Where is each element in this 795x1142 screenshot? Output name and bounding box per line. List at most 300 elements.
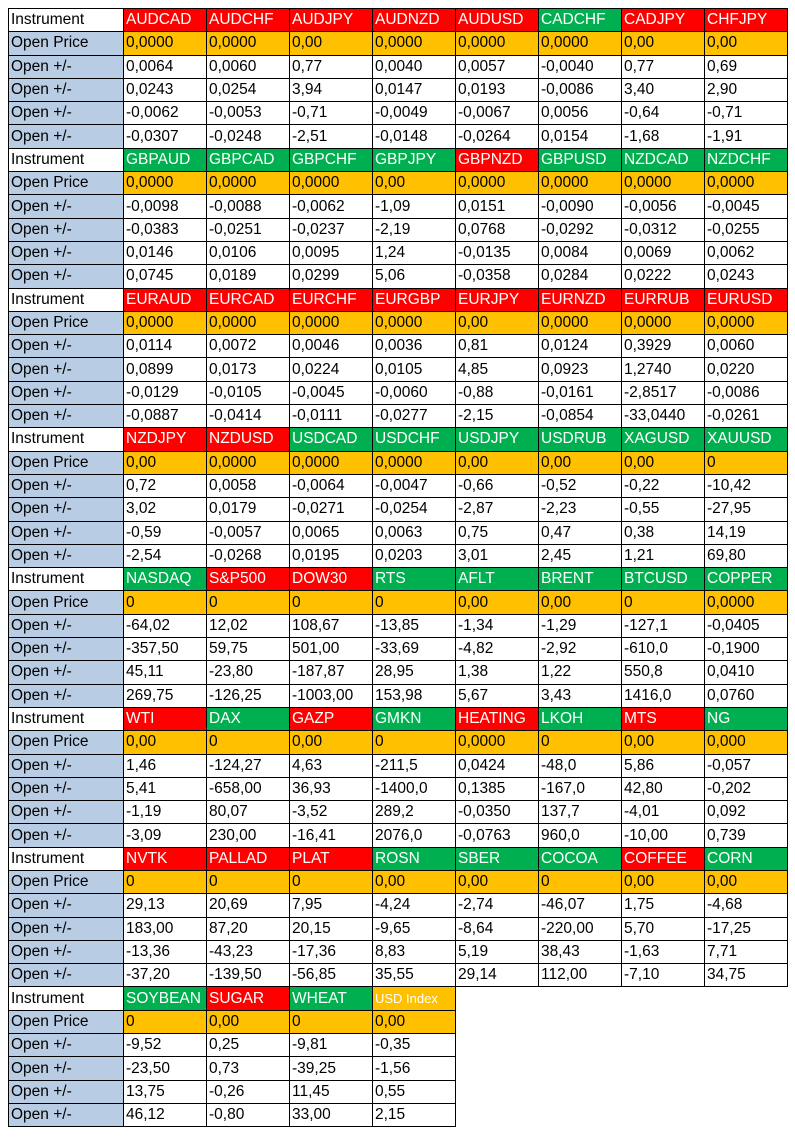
open-change-cell: 0,0173: [207, 358, 290, 381]
empty-cell: [539, 1034, 622, 1057]
open-change-row: [9, 661, 788, 684]
open-change-cell: -0,71: [290, 102, 373, 125]
quotes-table-body: [9, 9, 788, 1127]
open-change-cell: 960,0: [539, 824, 622, 847]
open-change-row: [9, 824, 788, 847]
open-change-cell: 0,0189: [207, 265, 290, 288]
open-change-row: [9, 125, 788, 148]
open-change-cell: -0,59: [124, 521, 207, 544]
open-price-cell: 0,00: [373, 870, 456, 893]
open-change-cell: -0,0350: [456, 801, 539, 824]
open-change-cell: 12,02: [207, 614, 290, 637]
open-change-cell: 0,0284: [539, 265, 622, 288]
instrument-name-cell: AUDNZD: [373, 9, 456, 32]
open-change-label: Open +/-: [9, 940, 124, 963]
open-change-cell: 38,43: [539, 940, 622, 963]
open-change-label: Open +/-: [9, 521, 124, 544]
open-change-cell: 0,77: [622, 55, 705, 78]
open-price-cell: 0,00: [622, 870, 705, 893]
open-change-cell: 0,0193: [456, 78, 539, 101]
open-change-cell: 0,0203: [373, 544, 456, 567]
open-price-cell: 0: [622, 591, 705, 614]
open-change-row: [9, 474, 788, 497]
instrument-name-cell: SOYBEAN: [124, 987, 207, 1010]
empty-cell: [622, 1034, 705, 1057]
open-change-cell: -0,71: [705, 102, 788, 125]
open-change-cell: 0,0057: [456, 55, 539, 78]
open-change-cell: 112,00: [539, 964, 622, 987]
instrument-label: Instrument: [9, 568, 124, 591]
open-change-cell: -0,0090: [539, 195, 622, 218]
open-change-cell: 8,83: [373, 940, 456, 963]
open-change-cell: 5,19: [456, 940, 539, 963]
instrument-name-cell: RTS: [373, 568, 456, 591]
open-change-cell: 7,95: [290, 894, 373, 917]
open-change-cell: 137,7: [539, 801, 622, 824]
instrument-name-cell: WHEAT: [290, 987, 373, 1010]
open-change-cell: 0,0114: [124, 335, 207, 358]
open-price-cell: 0,0000: [124, 172, 207, 195]
open-change-cell: 0,0060: [705, 335, 788, 358]
open-change-label: Open +/-: [9, 801, 124, 824]
open-change-label: Open +/-: [9, 824, 124, 847]
open-change-cell: 0,0224: [290, 358, 373, 381]
instrument-name-cell: GBPJPY: [373, 148, 456, 171]
open-change-label: Open +/-: [9, 218, 124, 241]
open-change-label: Open +/-: [9, 474, 124, 497]
open-change-cell: 0,0768: [456, 218, 539, 241]
open-change-cell: -0,80: [207, 1103, 290, 1126]
open-change-cell: 3,40: [622, 78, 705, 101]
instrument-row: [9, 9, 788, 32]
open-change-cell: -2,92: [539, 638, 622, 661]
open-change-cell: -2,19: [373, 218, 456, 241]
instrument-name-cell: GBPCHF: [290, 148, 373, 171]
open-change-cell: -658,00: [207, 777, 290, 800]
instrument-name-cell: EURAUD: [124, 288, 207, 311]
open-change-row: [9, 1080, 788, 1103]
instrument-name-cell: NZDCAD: [622, 148, 705, 171]
instrument-name-cell: XAUUSD: [705, 428, 788, 451]
open-change-cell: 13,75: [124, 1080, 207, 1103]
open-change-cell: 29,13: [124, 894, 207, 917]
open-change-cell: -0,0067: [456, 102, 539, 125]
open-change-cell: -0,88: [456, 381, 539, 404]
open-change-cell: -4,24: [373, 894, 456, 917]
open-change-cell: 2,15: [373, 1103, 456, 1126]
open-change-cell: -0,0045: [705, 195, 788, 218]
open-change-cell: -2,87: [456, 498, 539, 521]
open-price-label: Open Price: [9, 311, 124, 334]
open-price-cell: 0: [290, 870, 373, 893]
open-change-cell: 2076,0: [373, 824, 456, 847]
open-price-cell: 0,00: [705, 32, 788, 55]
instrument-name-cell: EURRUB: [622, 288, 705, 311]
open-change-cell: -13,85: [373, 614, 456, 637]
open-change-label: Open +/-: [9, 358, 124, 381]
open-change-cell: -23,80: [207, 661, 290, 684]
open-price-cell: 0,00: [622, 731, 705, 754]
empty-cell: [622, 1080, 705, 1103]
instrument-name-cell: GBPUSD: [539, 148, 622, 171]
instrument-label: Instrument: [9, 9, 124, 32]
open-change-label: Open +/-: [9, 777, 124, 800]
open-change-cell: -1,34: [456, 614, 539, 637]
open-change-cell: 0,3929: [622, 335, 705, 358]
open-change-cell: 0,0179: [207, 498, 290, 521]
open-change-cell: -0,0060: [373, 381, 456, 404]
instrument-name-cell: EURJPY: [456, 288, 539, 311]
open-change-cell: -2,54: [124, 544, 207, 567]
open-change-label: Open +/-: [9, 917, 124, 940]
open-change-cell: -1003,00: [290, 684, 373, 707]
instrument-label: Instrument: [9, 707, 124, 730]
instrument-row: [9, 148, 788, 171]
open-change-cell: 0,0064: [124, 55, 207, 78]
instrument-name-cell: CHFJPY: [705, 9, 788, 32]
open-change-row: [9, 940, 788, 963]
open-change-cell: -3,09: [124, 824, 207, 847]
open-change-cell: 501,00: [290, 638, 373, 661]
open-change-row: [9, 754, 788, 777]
open-change-cell: -0,0040: [539, 55, 622, 78]
open-change-cell: -9,52: [124, 1034, 207, 1057]
open-change-cell: 3,43: [539, 684, 622, 707]
open-change-cell: -0,0307: [124, 125, 207, 148]
open-change-label: Open +/-: [9, 335, 124, 358]
empty-cell: [456, 1034, 539, 1057]
instrument-name-cell: DOW30: [290, 568, 373, 591]
open-change-row: [9, 265, 788, 288]
open-change-cell: -187,87: [290, 661, 373, 684]
open-price-cell: 0,00: [290, 731, 373, 754]
open-change-label: Open +/-: [9, 614, 124, 637]
open-change-cell: 3,02: [124, 498, 207, 521]
open-change-cell: -1,68: [622, 125, 705, 148]
open-change-cell: -0,0086: [539, 78, 622, 101]
open-price-label: Open Price: [9, 1010, 124, 1033]
instrument-name-cell: USD Index: [373, 987, 456, 1010]
empty-cell: [622, 1103, 705, 1126]
open-change-cell: 0,0063: [373, 521, 456, 544]
open-change-label: Open +/-: [9, 405, 124, 428]
open-price-label: Open Price: [9, 870, 124, 893]
open-change-cell: 87,20: [207, 917, 290, 940]
empty-cell: [539, 1010, 622, 1033]
open-change-cell: -4,82: [456, 638, 539, 661]
open-change-cell: 28,95: [373, 661, 456, 684]
open-change-cell: -0,1900: [705, 638, 788, 661]
open-change-cell: -3,52: [290, 801, 373, 824]
open-change-cell: -0,35: [373, 1034, 456, 1057]
instrument-row: [9, 568, 788, 591]
open-change-row: [9, 358, 788, 381]
empty-cell: [622, 1010, 705, 1033]
open-price-cell: 0,00: [456, 870, 539, 893]
open-price-cell: 0,00: [290, 32, 373, 55]
instrument-label: Instrument: [9, 428, 124, 451]
open-change-cell: -0,0053: [207, 102, 290, 125]
open-price-cell: 0: [207, 870, 290, 893]
open-price-cell: 0,00: [124, 451, 207, 474]
open-change-cell: 0,1385: [456, 777, 539, 800]
open-price-row: [9, 731, 788, 754]
empty-cell: [456, 1010, 539, 1033]
empty-cell: [539, 987, 622, 1010]
open-change-cell: 0,38: [622, 521, 705, 544]
open-change-cell: 0,25: [207, 1034, 290, 1057]
open-change-cell: 3,94: [290, 78, 373, 101]
open-change-cell: -0,0129: [124, 381, 207, 404]
open-change-cell: 0,739: [705, 824, 788, 847]
open-change-cell: 0,0124: [539, 335, 622, 358]
open-change-cell: 4,85: [456, 358, 539, 381]
open-change-cell: 29,14: [456, 964, 539, 987]
open-change-cell: 0,0410: [705, 661, 788, 684]
instrument-name-cell: NZDJPY: [124, 428, 207, 451]
open-change-cell: -0,0062: [124, 102, 207, 125]
instrument-name-cell: ROSN: [373, 847, 456, 870]
open-change-cell: 0,0106: [207, 241, 290, 264]
open-price-cell: 0: [124, 870, 207, 893]
instrument-name-cell: NZDUSD: [207, 428, 290, 451]
open-change-cell: 0,81: [456, 335, 539, 358]
open-change-row: [9, 801, 788, 824]
open-change-label: Open +/-: [9, 195, 124, 218]
empty-cell: [456, 1057, 539, 1080]
open-price-row: [9, 172, 788, 195]
open-change-cell: 36,93: [290, 777, 373, 800]
open-change-cell: 0,0899: [124, 358, 207, 381]
open-price-cell: 0: [290, 591, 373, 614]
open-change-row: [9, 684, 788, 707]
open-change-cell: 0,0243: [705, 265, 788, 288]
instrument-row: [9, 987, 788, 1010]
open-change-cell: -0,0264: [456, 125, 539, 148]
open-change-cell: -33,0440: [622, 405, 705, 428]
quotes-sheet: [8, 8, 788, 1127]
open-change-cell: -0,0383: [124, 218, 207, 241]
empty-cell: [539, 1103, 622, 1126]
instrument-name-cell: PALLAD: [207, 847, 290, 870]
open-price-cell: 0: [290, 1010, 373, 1033]
open-change-row: [9, 78, 788, 101]
instrument-name-cell: NG: [705, 707, 788, 730]
open-change-row: [9, 218, 788, 241]
open-change-cell: 1,21: [622, 544, 705, 567]
instrument-name-cell: USDCAD: [290, 428, 373, 451]
open-price-cell: 0,00: [207, 1010, 290, 1033]
open-change-cell: -1,91: [705, 125, 788, 148]
open-change-row: [9, 521, 788, 544]
empty-cell: [705, 1034, 788, 1057]
open-price-row: [9, 311, 788, 334]
open-change-cell: 14,19: [705, 521, 788, 544]
open-change-cell: 0,55: [373, 1080, 456, 1103]
instrument-row: [9, 847, 788, 870]
instrument-name-cell: GBPAUD: [124, 148, 207, 171]
instrument-name-cell: SUGAR: [207, 987, 290, 1010]
instrument-label: Instrument: [9, 148, 124, 171]
open-change-cell: -37,20: [124, 964, 207, 987]
open-change-cell: -0,0148: [373, 125, 456, 148]
open-price-cell: 0,0000: [290, 172, 373, 195]
open-change-cell: 0,0040: [373, 55, 456, 78]
instrument-name-cell: CADCHF: [539, 9, 622, 32]
open-price-cell: 0: [539, 731, 622, 754]
instrument-name-cell: NVTK: [124, 847, 207, 870]
open-change-cell: -1,19: [124, 801, 207, 824]
open-change-cell: 1,24: [373, 241, 456, 264]
open-price-cell: 0,0000: [705, 311, 788, 334]
open-change-cell: -0,0277: [373, 405, 456, 428]
open-change-cell: 4,63: [290, 754, 373, 777]
open-change-label: Open +/-: [9, 498, 124, 521]
open-change-cell: -0,0405: [705, 614, 788, 637]
open-price-cell: 0,00: [622, 32, 705, 55]
instrument-name-cell: USDCHF: [373, 428, 456, 451]
open-change-cell: -0,26: [207, 1080, 290, 1103]
open-change-cell: 34,75: [705, 964, 788, 987]
open-change-cell: -0,64: [622, 102, 705, 125]
open-change-cell: 59,75: [207, 638, 290, 661]
empty-cell: [705, 1010, 788, 1033]
instrument-name-cell: GMKN: [373, 707, 456, 730]
open-change-row: [9, 1034, 788, 1057]
open-change-label: Open +/-: [9, 894, 124, 917]
open-price-cell: 0,0000: [290, 311, 373, 334]
open-price-cell: 0,0000: [207, 32, 290, 55]
empty-cell: [539, 1080, 622, 1103]
open-change-cell: -0,0135: [456, 241, 539, 264]
instrument-name-cell: EURCHF: [290, 288, 373, 311]
open-change-row: [9, 241, 788, 264]
open-change-label: Open +/-: [9, 265, 124, 288]
open-change-cell: -43,23: [207, 940, 290, 963]
open-change-cell: 20,15: [290, 917, 373, 940]
open-change-label: Open +/-: [9, 1080, 124, 1103]
open-change-cell: 0,72: [124, 474, 207, 497]
open-change-cell: -33,69: [373, 638, 456, 661]
open-change-cell: 0,0195: [290, 544, 373, 567]
open-change-row: [9, 381, 788, 404]
open-price-cell: 0,0000: [539, 32, 622, 55]
open-change-cell: 0,0095: [290, 241, 373, 264]
open-change-cell: -0,0358: [456, 265, 539, 288]
open-price-cell: 0: [207, 731, 290, 754]
open-price-cell: 0,0000: [456, 32, 539, 55]
open-change-cell: 0,0254: [207, 78, 290, 101]
open-change-cell: 0,0222: [622, 265, 705, 288]
instrument-row: [9, 428, 788, 451]
open-change-cell: -0,22: [622, 474, 705, 497]
open-price-cell: 0,000: [705, 731, 788, 754]
open-change-cell: -0,0763: [456, 824, 539, 847]
open-change-cell: 0,0220: [705, 358, 788, 381]
open-change-cell: -1,56: [373, 1057, 456, 1080]
open-price-label: Open Price: [9, 32, 124, 55]
empty-cell: [622, 987, 705, 1010]
open-change-label: Open +/-: [9, 1034, 124, 1057]
quotes-table: [8, 8, 788, 1127]
open-price-cell: 0,0000: [705, 591, 788, 614]
instrument-name-cell: HEATING: [456, 707, 539, 730]
open-change-cell: 33,00: [290, 1103, 373, 1126]
open-price-row: [9, 870, 788, 893]
open-price-cell: 0,00: [456, 311, 539, 334]
open-change-cell: -0,0312: [622, 218, 705, 241]
open-price-row: [9, 451, 788, 474]
open-change-cell: 0,0105: [373, 358, 456, 381]
open-change-cell: -4,01: [622, 801, 705, 824]
open-change-cell: -0,0254: [373, 498, 456, 521]
open-change-cell: -10,00: [622, 824, 705, 847]
open-price-cell: 0,0000: [124, 32, 207, 55]
open-change-cell: 0,092: [705, 801, 788, 824]
instrument-name-cell: COCOA: [539, 847, 622, 870]
open-change-label: Open +/-: [9, 638, 124, 661]
instrument-name-cell: COPPER: [705, 568, 788, 591]
open-price-cell: 0,0000: [207, 451, 290, 474]
open-price-cell: 0,0000: [456, 172, 539, 195]
open-change-cell: -0,0057: [207, 521, 290, 544]
open-price-cell: 0: [207, 591, 290, 614]
open-change-cell: -0,0088: [207, 195, 290, 218]
open-price-cell: 0,0000: [124, 311, 207, 334]
instrument-name-cell: GBPCAD: [207, 148, 290, 171]
instrument-name-cell: AUDUSD: [456, 9, 539, 32]
open-change-cell: -1,63: [622, 940, 705, 963]
open-change-cell: 0,0151: [456, 195, 539, 218]
open-change-cell: -17,25: [705, 917, 788, 940]
empty-cell: [705, 1057, 788, 1080]
open-change-cell: 0,0923: [539, 358, 622, 381]
instrument-name-cell: AUDCAD: [124, 9, 207, 32]
open-price-cell: 0,0000: [207, 172, 290, 195]
open-change-row: [9, 1103, 788, 1126]
open-change-cell: 2,45: [539, 544, 622, 567]
instrument-name-cell: PLAT: [290, 847, 373, 870]
instrument-row: [9, 707, 788, 730]
open-change-row: [9, 335, 788, 358]
instrument-name-cell: EURGBP: [373, 288, 456, 311]
open-change-cell: 5,41: [124, 777, 207, 800]
instrument-name-cell: BTCUSD: [622, 568, 705, 591]
open-change-cell: 0,75: [456, 521, 539, 544]
instrument-name-cell: EURCAD: [207, 288, 290, 311]
open-change-row: [9, 614, 788, 637]
open-change-cell: -1,29: [539, 614, 622, 637]
open-change-cell: -1400,0: [373, 777, 456, 800]
instrument-name-cell: WTI: [124, 707, 207, 730]
open-change-cell: 1,2740: [622, 358, 705, 381]
open-change-label: Open +/-: [9, 78, 124, 101]
open-change-cell: -7,10: [622, 964, 705, 987]
open-change-cell: 0,0069: [622, 241, 705, 264]
open-change-row: [9, 498, 788, 521]
open-change-cell: -56,85: [290, 964, 373, 987]
open-change-cell: -126,25: [207, 684, 290, 707]
open-change-cell: 45,11: [124, 661, 207, 684]
open-change-cell: 1416,0: [622, 684, 705, 707]
open-price-label: Open Price: [9, 172, 124, 195]
open-change-cell: -0,0049: [373, 102, 456, 125]
open-change-cell: 69,80: [705, 544, 788, 567]
open-change-cell: -0,0261: [705, 405, 788, 428]
open-price-cell: 0: [373, 731, 456, 754]
open-change-cell: 1,75: [622, 894, 705, 917]
open-change-cell: -0,0111: [290, 405, 373, 428]
